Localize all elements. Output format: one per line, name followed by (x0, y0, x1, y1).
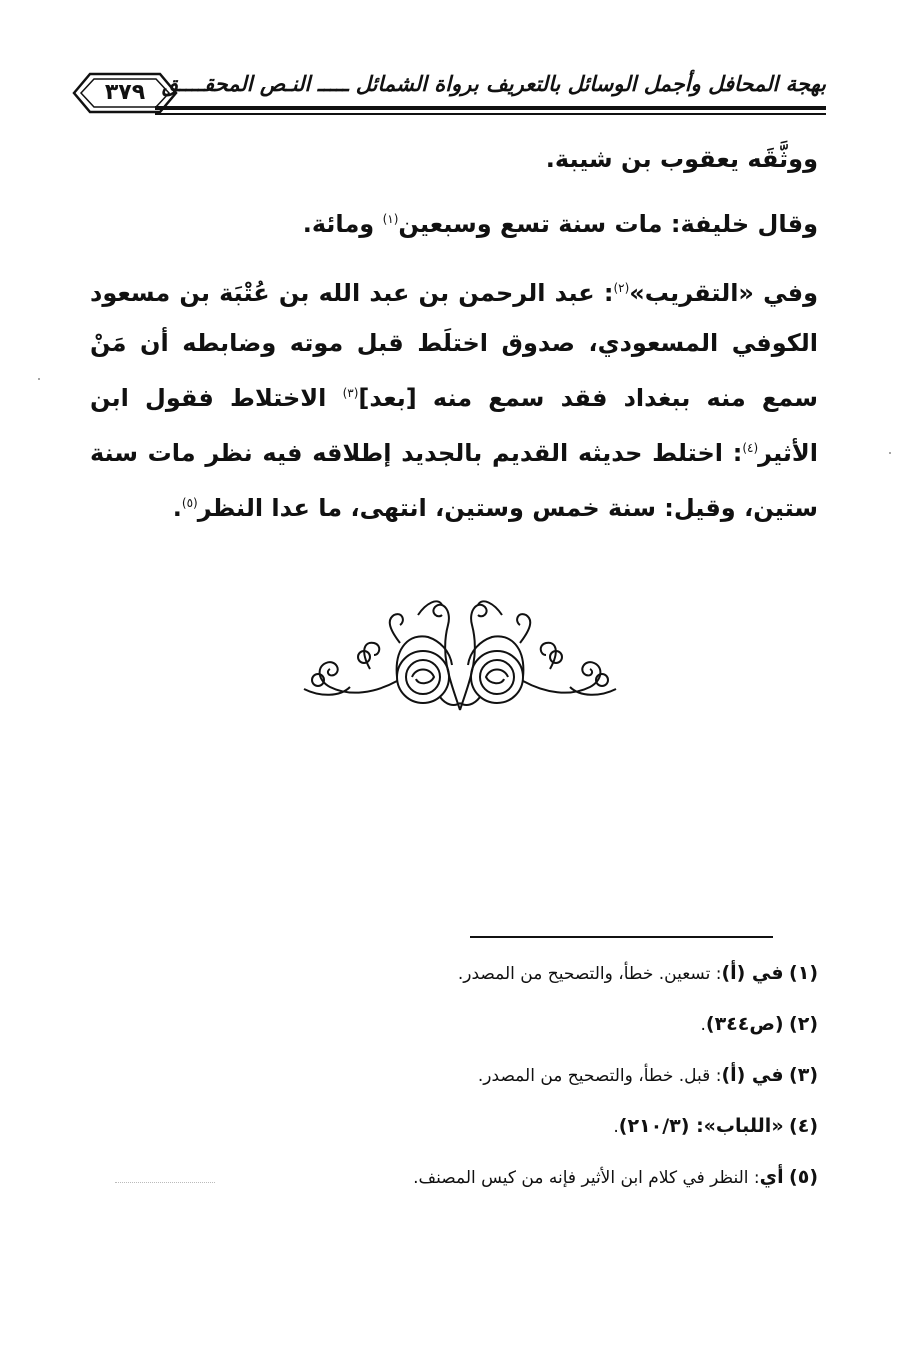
paragraph-2-text: وقال خليفة: مات سنة تسع وسبعين (398, 210, 818, 238)
paragraph-1: ووثَّقَه يعقوب بن شيبة. (545, 145, 818, 173)
flourish-ornament-icon (290, 585, 630, 715)
paragraph-3-part-a: وفي «التقريب» (629, 279, 819, 307)
paragraph-3 (90, 263, 818, 533)
footnote-lead: (ص٣٤٤) (705, 1013, 784, 1035)
footnote-text: : تسعين. خطأ، والتصحيح من المصدر. (457, 964, 722, 984)
body-paragraph-3 (90, 263, 818, 533)
paragraph-3-end: . (172, 494, 182, 522)
paragraph-3-part-d: : اختلط حديثه القديم بالجديد إطلاقه فيه نظر مات سنة ستين، وقيل: سنة خمس وستين، انتهى، ما عدا النظر (90, 439, 818, 522)
footnote-number: (٥) (789, 1166, 818, 1188)
running-header (70, 62, 826, 118)
header-rule-thin (155, 113, 826, 115)
scan-artifact-dots (115, 1182, 215, 1183)
footnote-ref-3[interactable]: (٣) (342, 386, 359, 400)
header-rule-thick (155, 106, 826, 110)
paragraph-2-end: ومائة. (302, 210, 383, 238)
footnote-number: (٤) (789, 1115, 818, 1137)
footnote-text: . (613, 1117, 619, 1137)
footnote-3 (300, 1050, 818, 1101)
page-number: ٣٧٩ (104, 80, 146, 105)
footnote-ref-4[interactable]: (٤) (742, 441, 759, 455)
page-number-badge (70, 70, 180, 116)
footnote-5 (300, 1152, 818, 1203)
book-title: بهجة المحافل وأجمل الوسائل بالتعريف برواة الشمائل ـــــ النـص المحقــــق (161, 72, 826, 96)
body-line-1 (90, 134, 818, 184)
footnote-lead: في (أ) (721, 962, 784, 984)
footnote-ref-2[interactable]: (٢) (613, 281, 630, 295)
footnote-number: (٢) (789, 1013, 818, 1035)
scan-speck (38, 378, 40, 380)
footnote-text: : قبل. خطأ، والتصحيح من المصدر. (477, 1066, 722, 1086)
scan-speck (889, 452, 891, 454)
footnote-lead: في (أ) (721, 1064, 784, 1086)
footnote-4 (300, 1101, 818, 1152)
footnote-text: : النظر في كلام ابن الأثير فإنه من كيس المصنف. (413, 1168, 760, 1188)
footnote-lead: أي (759, 1166, 784, 1188)
paragraph-3-part-b: : عبد الرحمن بن عبد الله بن عُتْبَة بن مسعود الكوفي المسعودي، صدوق اختلَط قبل موته وضابطه أن مَنْ سمع منه ببغداد فقد سمع منه [بعد] (90, 279, 818, 412)
footnote-2 (300, 999, 818, 1050)
footnote-1 (300, 948, 818, 999)
footnote-number: (٣) (789, 1064, 818, 1086)
footnote-ref-5[interactable]: (٥) (181, 496, 198, 510)
footnote-lead: «اللباب»: (٢١٠/٣) (618, 1115, 784, 1137)
footnote-separator (470, 936, 773, 938)
footnotes-section (300, 948, 818, 1203)
body-line-2 (90, 194, 818, 249)
paragraph-2 (90, 194, 818, 249)
paragraph-3-part-c: الاختلاط فقول ابن الأثير (90, 384, 818, 467)
footnote-text: . (700, 1015, 706, 1035)
footnote-ref-1[interactable]: (١) (382, 212, 399, 226)
footnote-number: (١) (789, 962, 818, 984)
